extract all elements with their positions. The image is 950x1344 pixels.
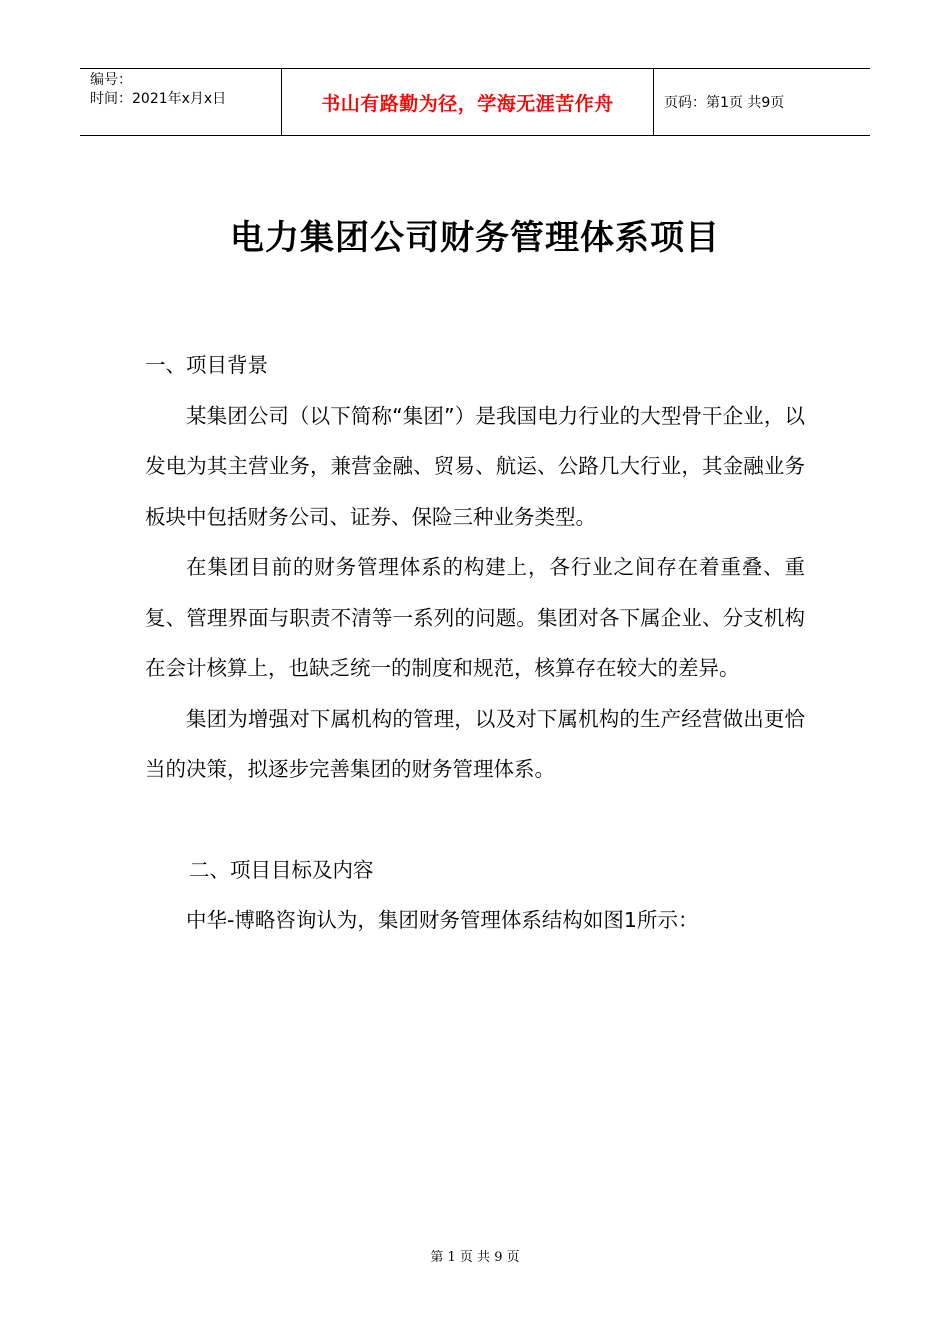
header-motto: 书山有路勤为径，学海无涯苦作舟 xyxy=(282,69,654,135)
number-label: 编号： xyxy=(90,72,132,88)
document-body xyxy=(145,340,805,946)
section-heading-goals: 二、项目目标及内容 xyxy=(189,857,374,882)
section-heading-background: 一、项目背景 xyxy=(145,353,268,377)
header-page-info: 页码：第1页 共9页 xyxy=(664,95,785,111)
time-label: 时间：2021年x月x日 xyxy=(90,91,227,107)
paragraph: 中华-博略咨询认为，集团财务管理体系结构如图1所示： xyxy=(186,908,699,932)
document-title: 电力集团公司财务管理体系项目 xyxy=(230,218,720,258)
paragraph: 在集团目前的财务管理体系的构建上，各行业之间存在着重叠、重复、管理界面与职责不清等一系列的问题。集团对各下属企业、分支机构在会计核算上，也缺乏统一的制度和规范，核算存在较大的差异。 xyxy=(145,555,805,680)
header-meta xyxy=(80,69,282,135)
page-header xyxy=(80,68,870,136)
page-footer: 第 1 页 共 9 页 xyxy=(430,1250,520,1265)
paragraph: 集团为增强对下属机构的管理，以及对下属机构的生产经营做出更恰当的决策，拟逐步完善集团的财务管理体系。 xyxy=(145,706,805,781)
paragraph: 某集团公司（以下简称“集团”）是我国电力行业的大型骨干企业，以发电为其主营业务，兼营金融、贸易、航运、公路几大行业，其金融业务板块中包括财务公司、证券、保险三种业务类型。 xyxy=(145,403,805,529)
